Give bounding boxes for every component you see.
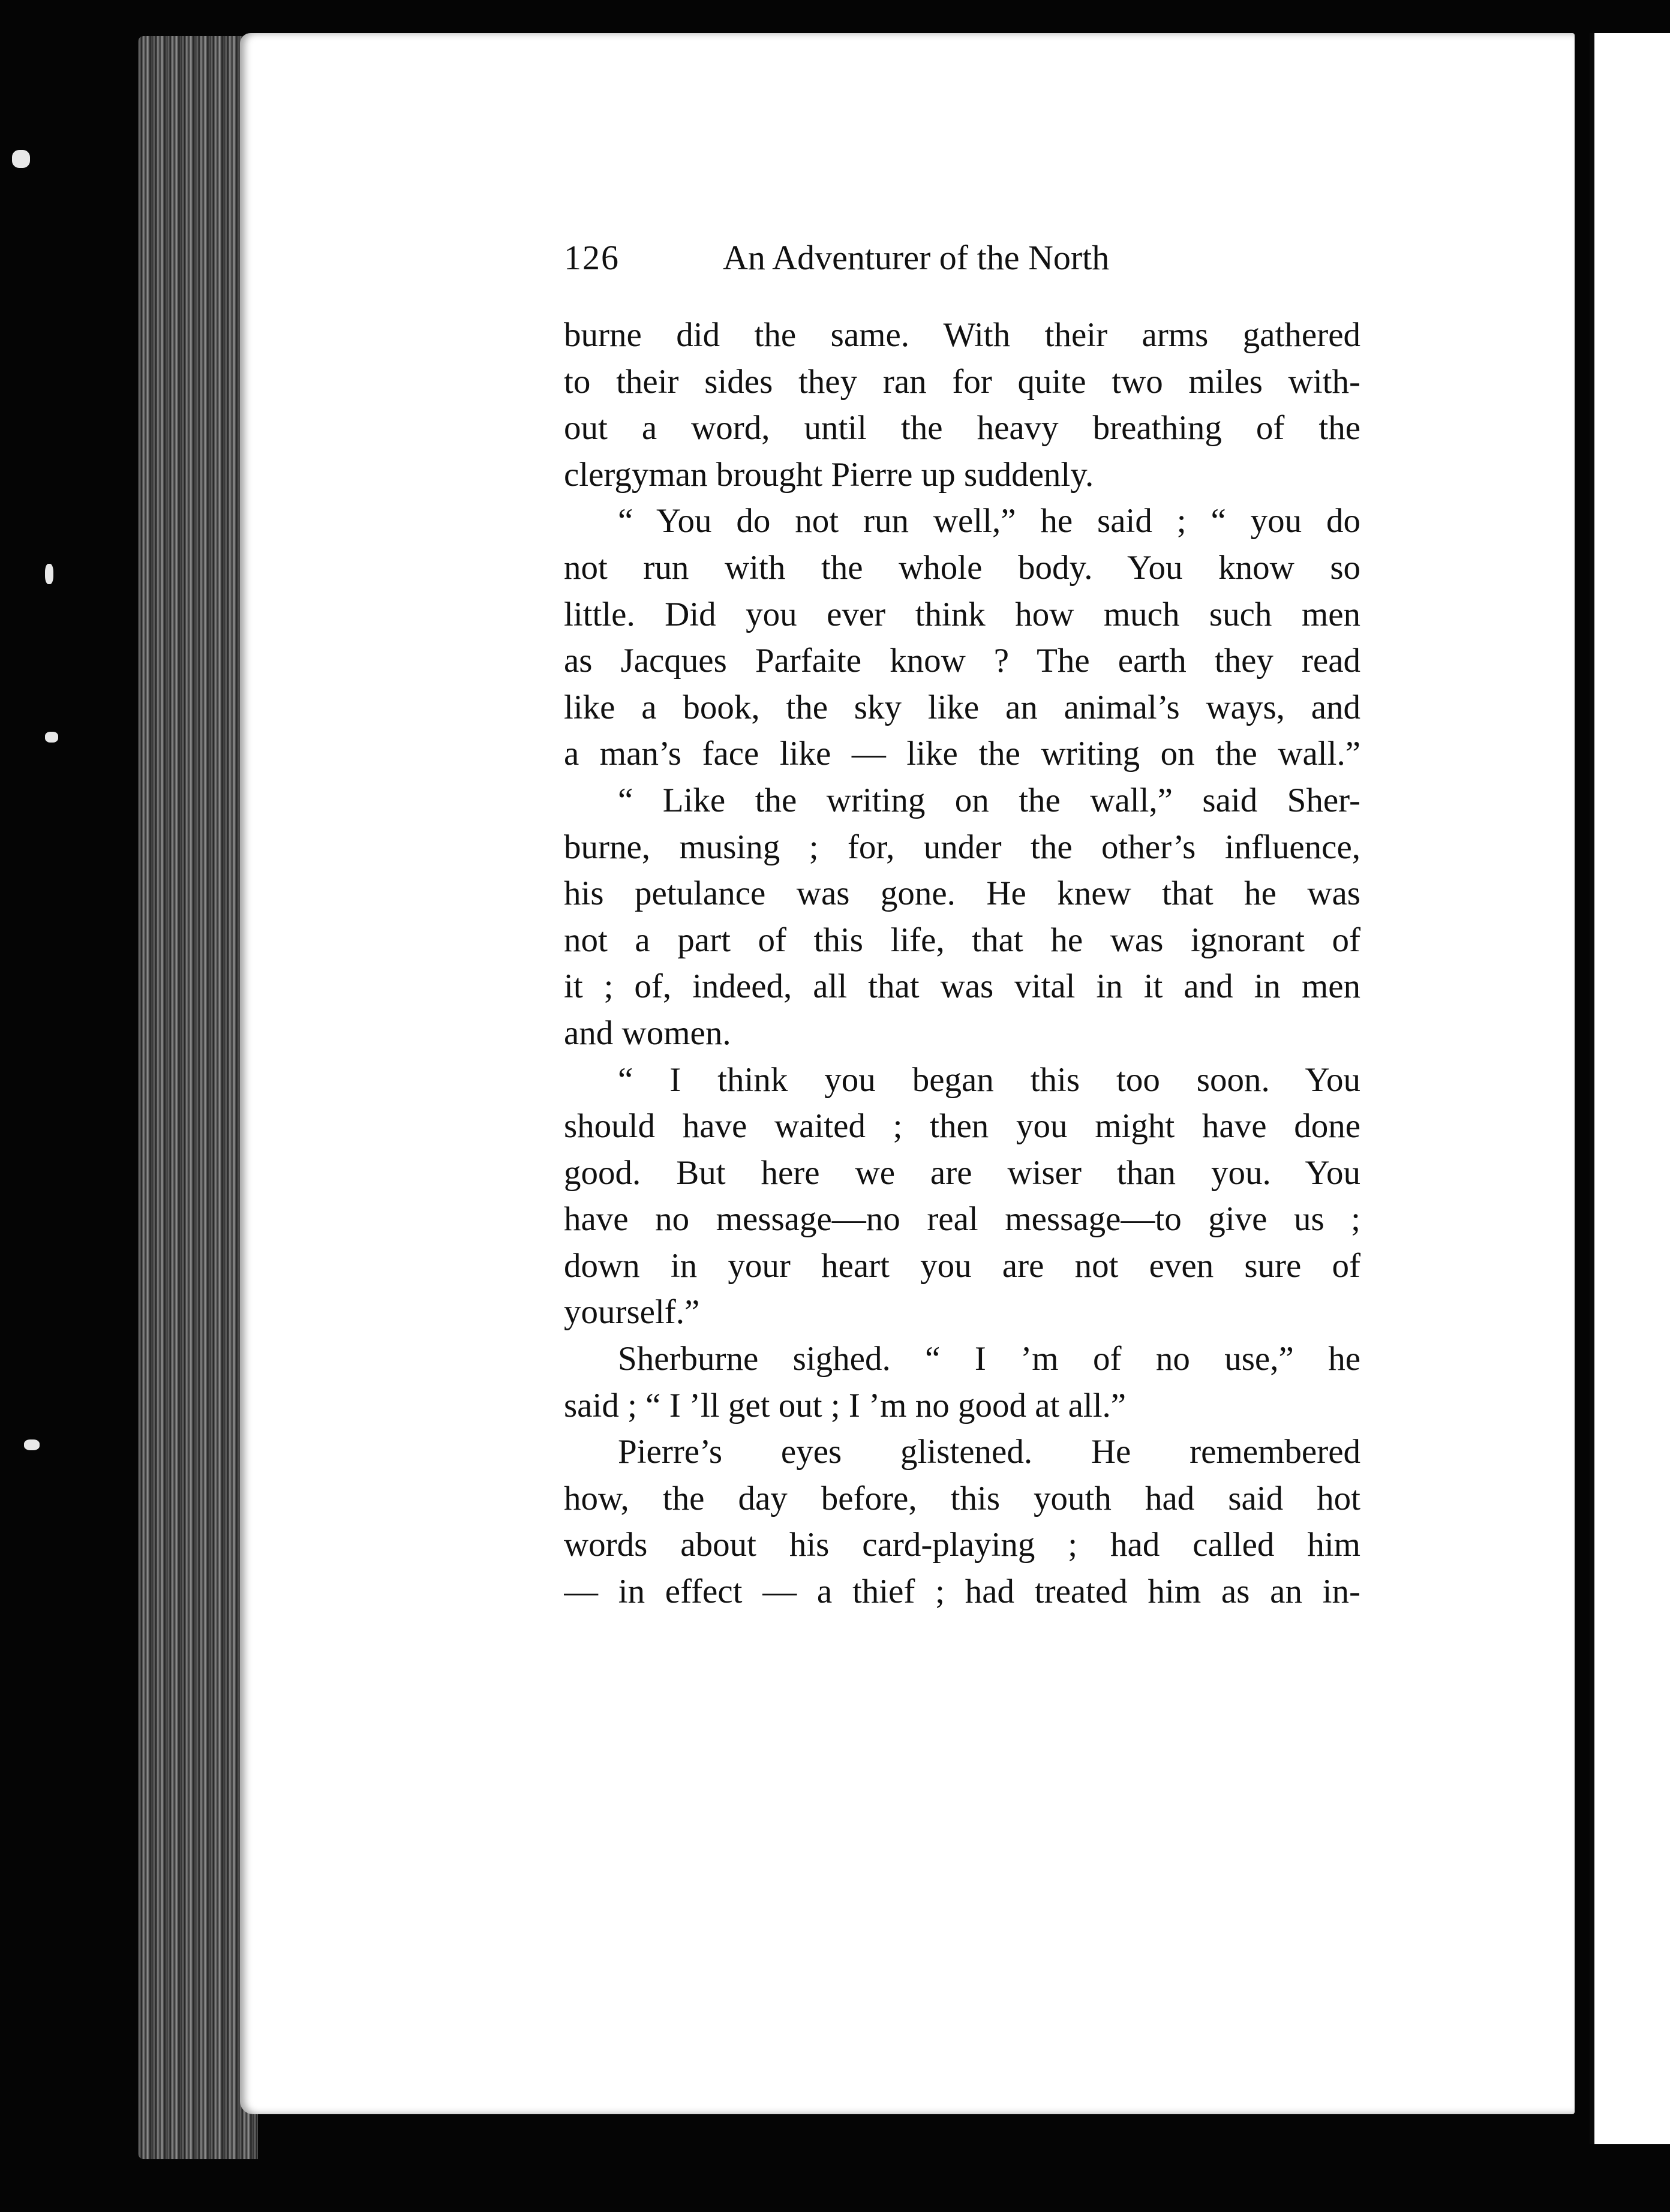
text-line: to their sides they ran for quite two miles with-: [564, 362, 1360, 401]
text-line: not a part of this life, that he was ignorant of: [564, 921, 1360, 959]
paragraph-first-line: Pierre’s eyes glistened. He remembered: [618, 1433, 1360, 1471]
text-line: not run with the whole body. You know so: [564, 548, 1360, 587]
text-line: words about his card-playing ; had called him: [564, 1526, 1360, 1564]
page-number: 126: [564, 238, 620, 277]
text-line: should have waited ; then you might have done: [564, 1107, 1360, 1146]
paragraph-first-line: “ Like the writing on the wall,” said Sher-: [618, 781, 1360, 819]
text-line: as Jacques Parfaite know ? The earth they read: [564, 642, 1360, 680]
text-line: yourself.”: [564, 1293, 700, 1332]
scan-speck: [24, 1439, 40, 1450]
body-text: [564, 312, 1360, 1615]
text-line: said ; “ I ’ll get out ; I ’m no good at all.”: [564, 1386, 1127, 1424]
text-line: have no message—no real message—to give us ;: [564, 1200, 1360, 1239]
text-line: little. Did you ever think how much such men: [564, 595, 1360, 633]
text-line: burne did the same. With their arms gathered: [564, 316, 1360, 354]
paragraph-first-line: “ I think you began this too soon. You: [618, 1060, 1360, 1099]
text-line: out a word, until the heavy breathing of the: [564, 409, 1360, 447]
text-line: burne, musing ; for, under the other’s influence,: [564, 828, 1360, 866]
scan-speck: [45, 564, 53, 584]
text-line: clergyman brought Pierre up suddenly.: [564, 455, 1094, 494]
text-line: — in effect — a thief ; had treated him as an in-: [564, 1573, 1360, 1611]
scan-speck: [45, 732, 58, 743]
text-line: a man’s face like — like the writing on the wall.”: [564, 735, 1360, 773]
running-head-title: An Adventurer of the North: [723, 238, 1110, 277]
page-header: [564, 231, 1224, 285]
text-line: like a book, the sky like an animal’s ways, and: [564, 688, 1360, 726]
facing-page-edge: [1590, 33, 1670, 2144]
paragraph-first-line: “ You do not run well,” he said ; “ you do: [618, 502, 1360, 540]
text-line: it ; of, indeed, all that was vital in it and in men: [564, 967, 1360, 1006]
paragraph-first-line: Sherburne sighed. “ I ’m of no use,” he: [618, 1340, 1360, 1378]
text-line: how, the day before, this youth had said hot: [564, 1479, 1360, 1517]
text-line: and women.: [564, 1014, 731, 1052]
scan-speck: [12, 150, 30, 168]
text-line: good. But here we are wiser than you. You: [564, 1153, 1360, 1192]
text-line: his petulance was gone. He knew that he was: [564, 874, 1360, 913]
text-line: down in your heart you are not even sure of: [564, 1246, 1360, 1285]
